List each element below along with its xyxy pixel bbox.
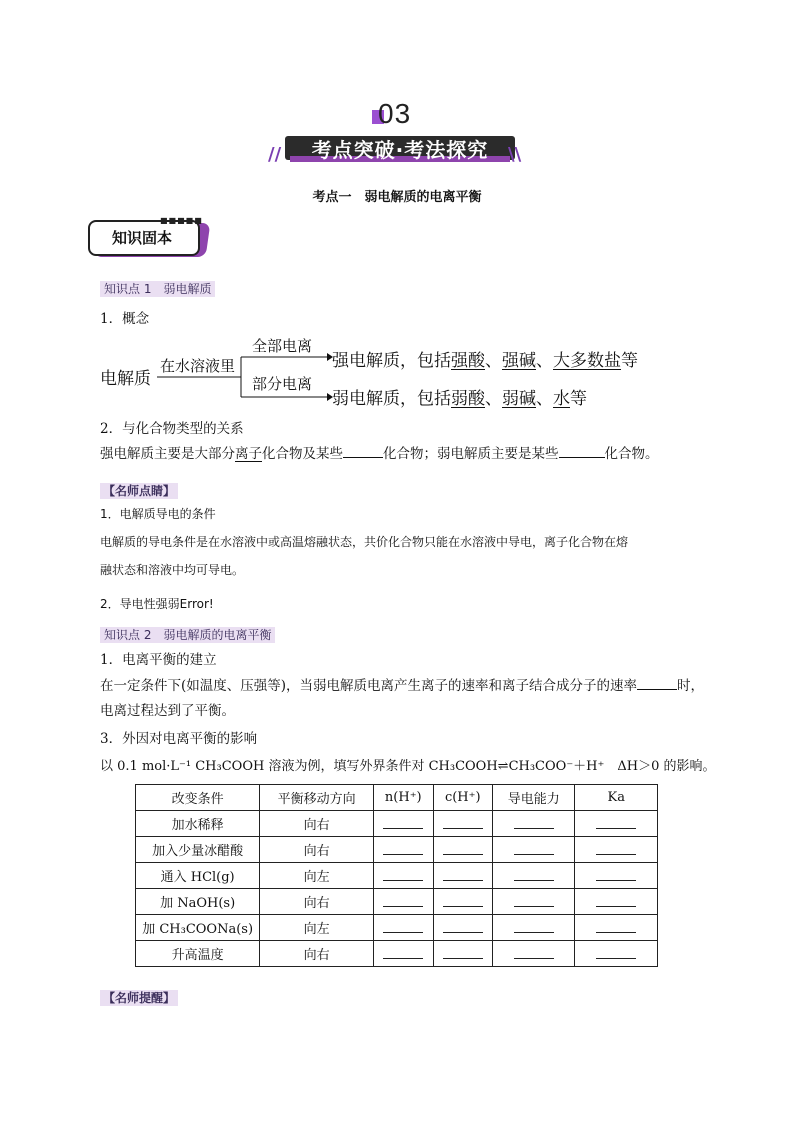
cell-blank[interactable] xyxy=(374,863,434,889)
kp2-label: 知识点 2 弱电解质的电离平衡 xyxy=(100,627,275,643)
cell-blank[interactable] xyxy=(493,941,575,967)
weak-acid: 弱酸 xyxy=(451,389,485,409)
cell-blank[interactable] xyxy=(575,863,658,889)
slash-right-icon: \\ xyxy=(508,144,522,165)
cell-blank[interactable] xyxy=(493,837,575,863)
th: 平衡移动方向 xyxy=(260,785,374,811)
item3-label: 1．电离平衡的建立 xyxy=(100,652,217,668)
item3-text2: 电离过程达到了平衡。 xyxy=(100,703,235,719)
text: 在一定条件下(如温度、压强等)，当弱电解质电离产生离子的速率和离子结合成分子的速率 xyxy=(100,678,638,694)
cell-blank[interactable] xyxy=(493,915,575,941)
text: 时， xyxy=(677,678,705,694)
th: 改变条件 xyxy=(136,785,260,811)
cell-blank[interactable] xyxy=(575,915,658,941)
table-row xyxy=(136,915,658,941)
weak-prefix: 弱电解质，包括 xyxy=(332,389,451,409)
badge-dots-icon: ■■■■■ xyxy=(160,216,203,225)
cell-direction: 向右 xyxy=(260,811,374,837)
fill-blank[interactable] xyxy=(343,445,383,458)
strong-prefix: 强电解质，包括 xyxy=(332,351,451,371)
table-header xyxy=(136,785,658,811)
sep: 、 xyxy=(485,389,502,409)
tip2-heading xyxy=(100,987,178,1006)
cell-blank[interactable] xyxy=(374,941,434,967)
tip1-body2: 融状态和溶液中均可导电。 xyxy=(100,563,245,577)
cell-blank[interactable] xyxy=(433,915,493,941)
tip1-tag: 【名师点睛】 xyxy=(100,483,178,499)
th: n(H⁺) xyxy=(374,785,434,811)
cell-direction: 向左 xyxy=(260,915,374,941)
branch-top: 全部电离 xyxy=(252,337,313,355)
item4-label: 3．外因对电离平衡的影响 xyxy=(100,731,258,747)
cell-direction: 向右 xyxy=(260,837,374,863)
sep: 、 xyxy=(485,351,502,371)
cell-blank[interactable] xyxy=(433,811,493,837)
item1-label: 1．概念 xyxy=(100,311,150,327)
kp1-label: 知识点 1 弱电解质 xyxy=(100,281,215,297)
cell-blank[interactable] xyxy=(374,889,434,915)
table-row xyxy=(136,941,658,967)
water: 水 xyxy=(553,389,570,409)
banner-title: 考点突破·考法探究 xyxy=(311,138,489,162)
cell-condition: 加 NaOH(s) xyxy=(136,889,260,915)
cell-blank[interactable] xyxy=(433,889,493,915)
cell-blank[interactable] xyxy=(433,941,493,967)
cell-direction: 向右 xyxy=(260,889,374,915)
branch-bottom: 部分电离 xyxy=(252,375,313,393)
cell-blank[interactable] xyxy=(433,837,493,863)
item3-text1 xyxy=(100,675,704,697)
cell-condition: 通入 HCl(g) xyxy=(136,863,260,889)
fill-blank[interactable] xyxy=(637,677,677,690)
weak-base: 弱碱 xyxy=(502,389,536,409)
cell-blank[interactable] xyxy=(575,941,658,967)
cell-blank[interactable] xyxy=(575,811,658,837)
cell-blank[interactable] xyxy=(493,811,575,837)
cell-blank[interactable] xyxy=(575,837,658,863)
diagram-condition: 在水溶液里 xyxy=(160,357,236,375)
tip1-h2: 2．导电性强弱Error! xyxy=(100,597,214,611)
th: c(H⁺) xyxy=(433,785,493,811)
cell-blank[interactable] xyxy=(433,863,493,889)
text: 强电解质主要是大部分 xyxy=(100,446,235,462)
cell-blank[interactable] xyxy=(374,837,434,863)
cell-blank[interactable] xyxy=(493,889,575,915)
most-salts: 大多数盐 xyxy=(553,351,621,371)
text: 化合物。 xyxy=(604,446,659,462)
sep: 、 xyxy=(536,389,553,409)
cell-blank[interactable] xyxy=(374,915,434,941)
cell-direction: 向左 xyxy=(260,863,374,889)
badge-label: 知识固本 xyxy=(111,229,172,247)
strong-line xyxy=(332,346,638,371)
cell-blank[interactable] xyxy=(493,863,575,889)
tip1-h1: 1．电解质导电的条件 xyxy=(100,507,216,521)
tip1-heading xyxy=(100,480,178,499)
slash-left-icon: // xyxy=(268,144,282,165)
tip2-tag: 【名师提醒】 xyxy=(100,990,178,1006)
cell-blank[interactable] xyxy=(374,811,434,837)
tip1-body: 电解质的导电条件是在水溶液中或高温熔融状态，共价化合物只能在水溶液中导电，离子化合物在熔 xyxy=(100,535,629,549)
cell-condition: 加 CH₃COONa(s) xyxy=(136,915,260,941)
item4-intro: 以 0.1 mol·L⁻¹ CH₃COOH 溶液为例，填写外界条件对 CH₃COOH⇌CH₃COO⁻＋H⁺ ΔH＞0 的影响。 xyxy=(100,759,716,774)
cell-condition: 升高温度 xyxy=(136,941,260,967)
table-row xyxy=(136,863,658,889)
cell-blank[interactable] xyxy=(575,889,658,915)
diagram-root: 电解质 xyxy=(100,369,151,389)
section-title: 考点一 弱电解质的电离平衡 xyxy=(312,190,482,205)
cell-condition: 加入少量冰醋酸 xyxy=(136,837,260,863)
suffix: 等 xyxy=(621,351,638,371)
text: 化合物；弱电解质主要是某些 xyxy=(383,446,559,462)
weak-line xyxy=(332,384,587,409)
item2-text xyxy=(100,443,659,465)
text: 化合物及某些 xyxy=(262,446,343,462)
effect-table xyxy=(135,784,658,967)
kp1-heading xyxy=(100,278,215,297)
item2-label: 2．与化合物类型的关系 xyxy=(100,421,244,437)
strong-acid: 强酸 xyxy=(451,351,485,371)
fill-blank[interactable] xyxy=(559,445,605,458)
kp2-heading xyxy=(100,624,275,643)
cell-condition: 加水稀释 xyxy=(136,811,260,837)
table-row xyxy=(136,889,658,915)
ionic: 离子 xyxy=(235,446,262,462)
sep: 、 xyxy=(536,351,553,371)
table-row xyxy=(136,837,658,863)
suffix: 等 xyxy=(570,389,587,409)
th: Ka xyxy=(575,785,658,811)
strong-base: 强碱 xyxy=(502,351,536,371)
cell-direction: 向右 xyxy=(260,941,374,967)
table-row xyxy=(136,811,658,837)
th: 导电能力 xyxy=(493,785,575,811)
chapter-number: 03 xyxy=(378,98,412,129)
